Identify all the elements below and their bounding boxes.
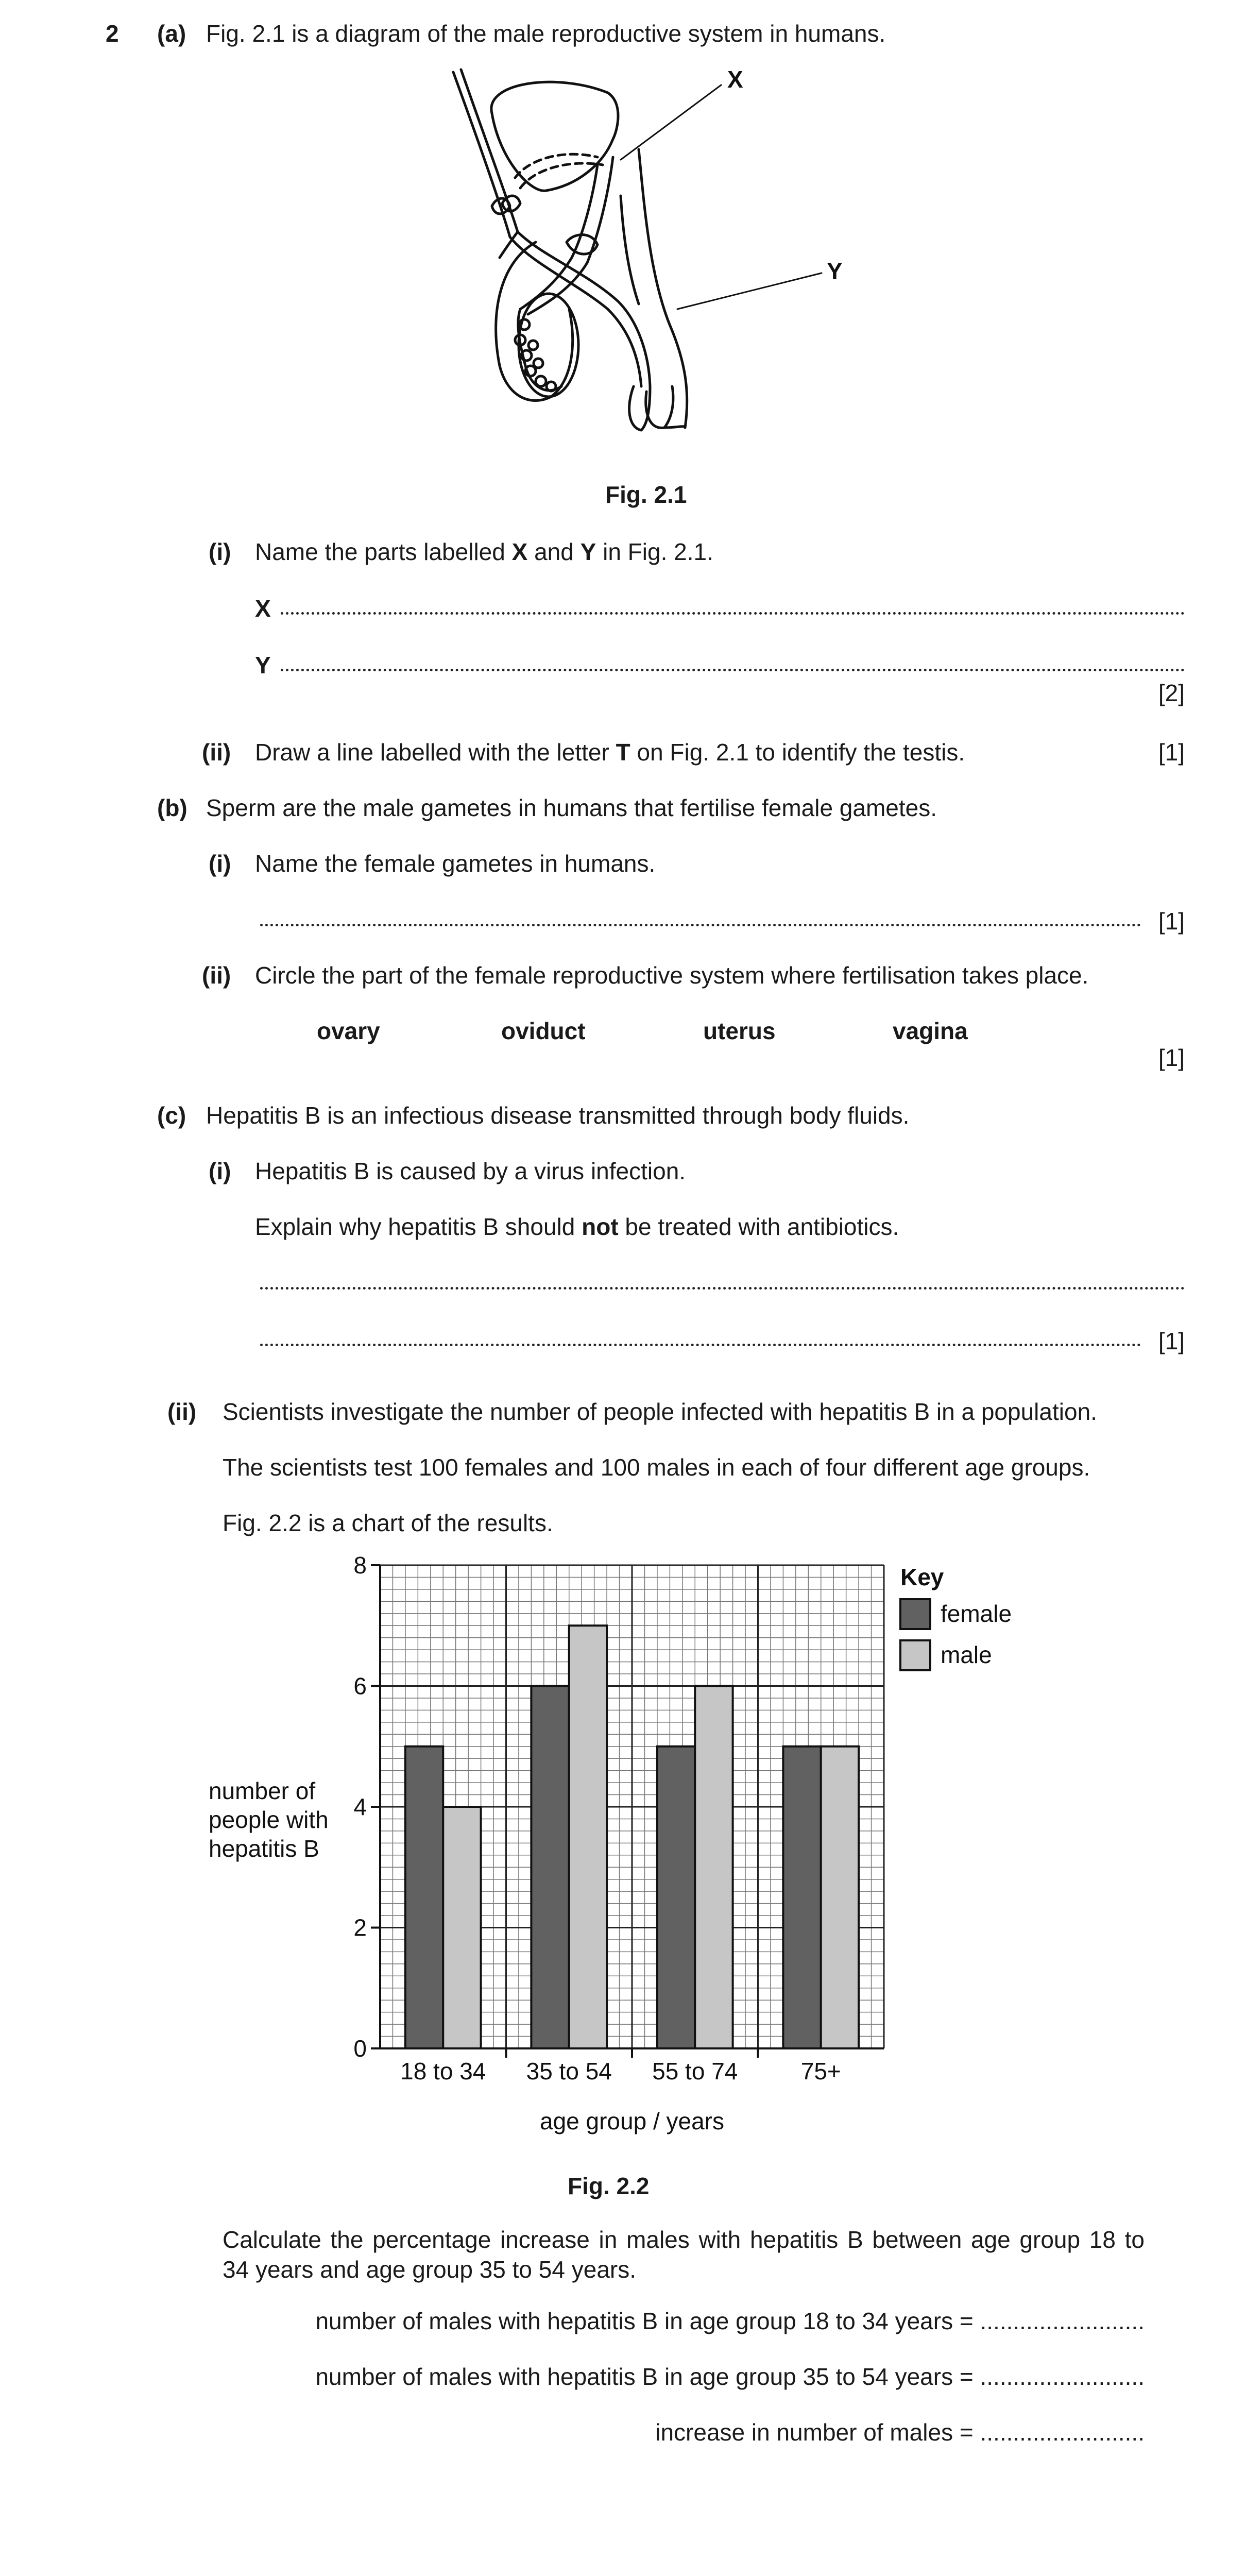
label-x: X (727, 67, 743, 93)
x-axis-label: age group / years (539, 2108, 725, 2134)
x-tick-label: 18 to 34 (400, 2058, 486, 2084)
hepatitis-b-bar-chart (196, 1556, 1061, 2164)
part-c-label: (c) (157, 1102, 186, 1129)
bar-male-3 (821, 1747, 859, 2048)
y-axis-label-line: number of (209, 1777, 316, 1804)
b-ii-label: (ii) (202, 962, 231, 989)
label-y: Y (827, 258, 843, 284)
option-vagina[interactable]: vagina (893, 1018, 968, 1044)
legend-swatch-male (900, 1640, 930, 1670)
fig-2-1-caption: Fig. 2.1 (605, 481, 687, 508)
c-i-label: (i) (209, 1158, 231, 1184)
c-ii-label: (ii) (167, 1398, 197, 1425)
calc-line-3[interactable]: increase in number of males = ......................... (655, 2419, 1145, 2446)
part-c-intro: Hepatitis B is an infectious disease transmitted through body fluids. (206, 1102, 910, 1129)
c-i-text1: Hepatitis B is caused by a virus infection. (255, 1158, 686, 1184)
c-ii-text3: Fig. 2.2 is a chart of the results. (223, 1510, 553, 1536)
question-number: 2 (106, 20, 119, 47)
c-i-marks: [1] (1158, 1328, 1185, 1354)
male-reproductive-diagram (443, 67, 865, 448)
y-axis-label-line: people with (209, 1806, 329, 1833)
bar-female-2 (657, 1747, 695, 2048)
bar-male-2 (695, 1686, 732, 2049)
legend-label-male: male (941, 1641, 992, 1668)
c-ii-text1: Scientists investigate the number of people infected with hepatitis B in a population. (223, 1398, 1097, 1425)
legend-title: Key (900, 1564, 944, 1590)
option-ovary[interactable]: ovary (317, 1018, 380, 1044)
answer-x-label: X (255, 595, 271, 622)
y-tick-label: 4 (353, 1793, 367, 1820)
calc-line-2[interactable]: number of males with hepatitis B in age group 35 to 54 years = ......................... (315, 2363, 1145, 2390)
option-oviduct[interactable]: oviduct (501, 1018, 586, 1044)
legend-swatch-female (900, 1599, 930, 1629)
b-i-label: (i) (209, 850, 231, 877)
x-tick-label: 35 to 54 (526, 2058, 612, 2084)
bar-female-0 (405, 1747, 443, 2048)
part-b-label: (b) (157, 794, 187, 821)
answer-y-line[interactable] (281, 669, 1185, 671)
y-tick-label: 8 (353, 1556, 367, 1579)
a-i-question: Name the parts labelled X and Y in Fig. 2.1. (255, 538, 713, 565)
a-ii-question: Draw a line labelled with the letter T on Fig. 2.1 to identify the testis. (255, 739, 965, 766)
legend-label-female: female (941, 1600, 1012, 1627)
bar-female-3 (783, 1747, 821, 2048)
b-ii-marks: [1] (1158, 1044, 1185, 1071)
b-i-marks: [1] (1158, 908, 1185, 935)
option-uterus[interactable]: uterus (703, 1018, 776, 1044)
fig-2-2-caption: Fig. 2.2 (568, 2173, 650, 2199)
answer-y-label: Y (255, 652, 271, 679)
c-i-text2: Explain why hepatitis B should not be treated with antibiotics. (255, 1213, 899, 1240)
answer-x-line[interactable] (281, 612, 1185, 615)
a-i-marks: [2] (1158, 680, 1185, 706)
y-tick-label: 2 (353, 1914, 367, 1941)
c-i-answer-line-2[interactable] (260, 1344, 1141, 1346)
x-tick-label: 55 to 74 (652, 2058, 738, 2084)
calc-intro: Calculate the percentage increase in males with hepatitis B between age group 18 to 34 years and age group 35 to 54 years. (223, 2226, 1145, 2283)
a-ii-marks: [1] (1158, 739, 1185, 766)
b-i-question: Name the female gametes in humans. (255, 850, 656, 877)
part-b-intro: Sperm are the male gametes in humans that fertilise female gametes. (206, 794, 937, 821)
bar-male-0 (443, 1807, 481, 2048)
x-tick-label: 75+ (800, 2058, 841, 2084)
y-axis-label-line: hepatitis B (209, 1835, 319, 1862)
part-a-intro: Fig. 2.1 is a diagram of the male reproductive system in humans. (206, 20, 886, 47)
y-tick-label: 6 (353, 1672, 367, 1700)
a-i-label: (i) (209, 538, 231, 565)
calc-line-1[interactable]: number of males with hepatitis B in age group 18 to 34 years = ......................... (315, 2308, 1145, 2334)
bar-female-1 (531, 1686, 569, 2049)
part-a-label: (a) (157, 20, 186, 47)
a-ii-label: (ii) (202, 739, 231, 766)
c-ii-text2: The scientists test 100 females and 100 males in each of four different age groups. (223, 1454, 1090, 1481)
bar-male-1 (569, 1625, 607, 2048)
y-tick-label: 0 (353, 2035, 367, 2062)
b-ii-question: Circle the part of the female reproductive system where fertilisation takes place. (255, 962, 1089, 989)
c-i-answer-line-1[interactable] (260, 1287, 1185, 1290)
b-i-answer-line[interactable] (260, 924, 1141, 926)
